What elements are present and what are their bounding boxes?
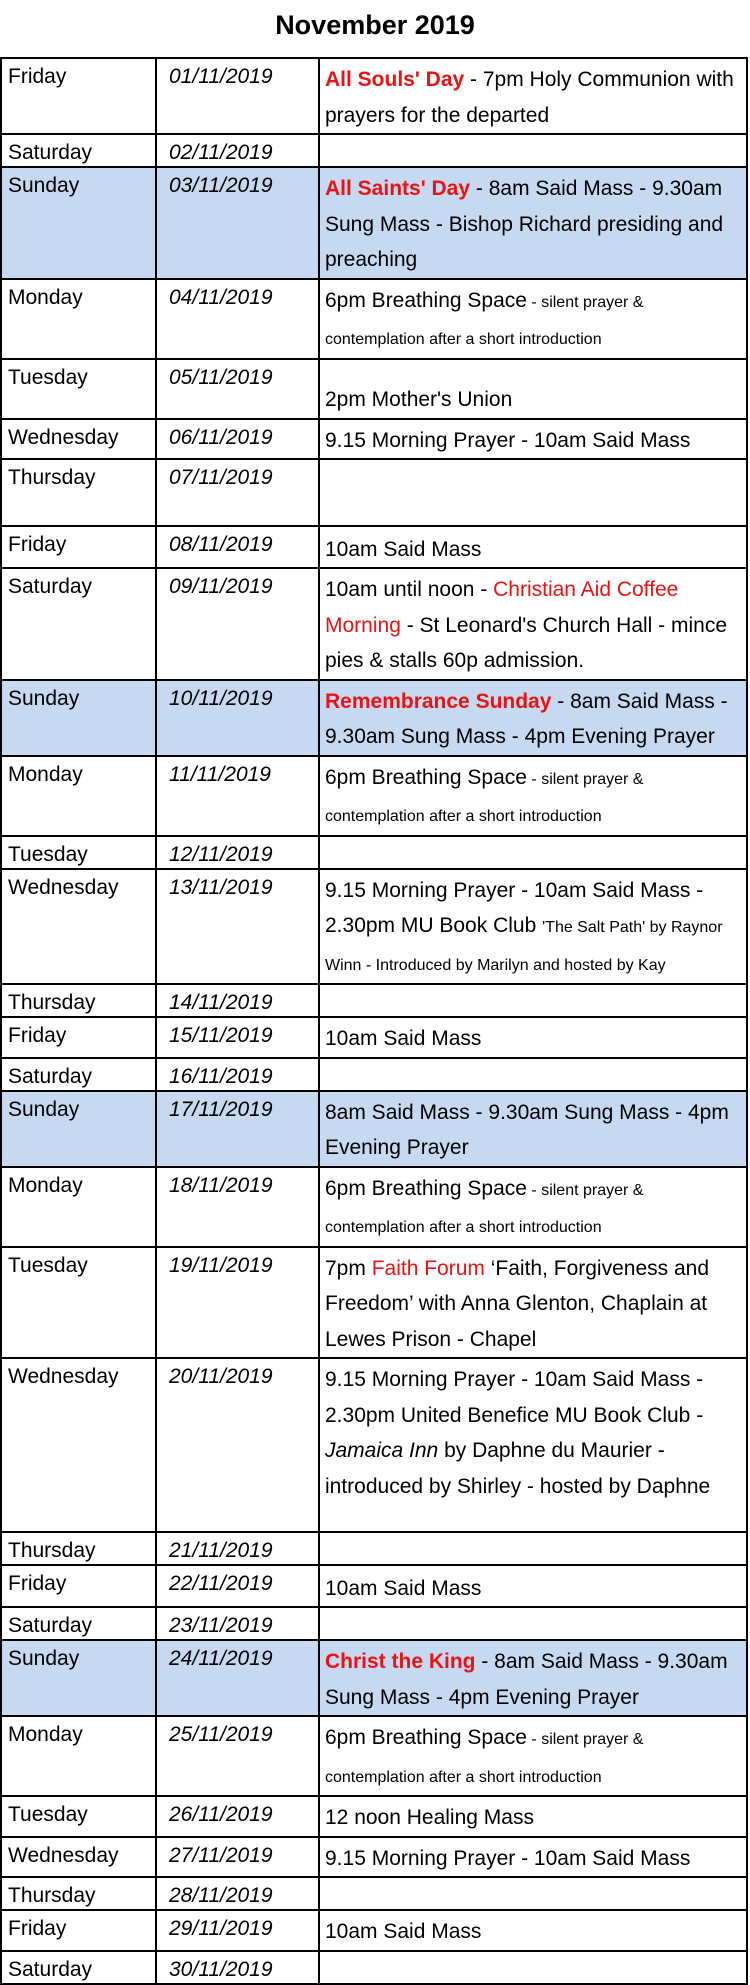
event-cell [319, 526, 747, 568]
calendar-row [1, 1910, 747, 1951]
event-text: 7pm [325, 1256, 372, 1280]
calendar-row [1, 1837, 747, 1878]
date-cell: 02/11/2019 [156, 134, 319, 167]
event-cell [319, 1565, 747, 1607]
event-cell [319, 459, 747, 526]
day-cell: Monday [1, 1716, 156, 1796]
day-cell: Sunday [1, 1091, 156, 1167]
day-cell: Saturday [1, 1951, 156, 1984]
event-cell [319, 167, 747, 279]
date-cell: 30/11/2019 [156, 1951, 319, 1984]
event-highlight: Christ the King [325, 1650, 476, 1673]
event-cell [319, 1640, 747, 1716]
calendar-row [1, 279, 747, 359]
calendar-row [1, 1716, 747, 1796]
calendar-row [1, 1565, 747, 1607]
day-cell: Wednesday [1, 1358, 156, 1532]
date-cell: 20/11/2019 [156, 1358, 319, 1532]
day-cell: Friday [1, 1910, 156, 1951]
event-cell [319, 1877, 747, 1910]
calendar-row [1, 526, 747, 568]
event-link-text: Christian Aid Coffee Morning [325, 578, 679, 637]
date-cell: 24/11/2019 [156, 1640, 319, 1716]
event-text: 6pm Breathing Space [325, 1726, 527, 1749]
event-cell [319, 984, 747, 1017]
date-cell: 17/11/2019 [156, 1091, 319, 1167]
event-text: - St Leonard's Church Hall - mince pies & stalls 60p admission. [325, 613, 728, 672]
calendar-row [1, 1058, 747, 1091]
date-cell: 26/11/2019 [156, 1796, 319, 1837]
event-cell [319, 680, 747, 756]
event-text: ‘Faith, Forgiveness and Freedom’ with Anna Glenton, Chaplain at Lewes Prison - Chapel [325, 1256, 709, 1351]
day-cell: Sunday [1, 167, 156, 279]
date-cell: 09/11/2019 [156, 568, 319, 680]
page-title: November 2019 [275, 10, 475, 40]
date-cell: 16/11/2019 [156, 1058, 319, 1091]
day-cell: Thursday [1, 1877, 156, 1910]
event-text: 8am Said Mass - 9.30am Sung Mass - 4pm Evening Prayer [325, 1100, 729, 1159]
date-cell: 01/11/2019 [156, 58, 319, 134]
day-cell: Wednesday [1, 419, 156, 460]
calendar-row [1, 419, 747, 460]
day-cell: Thursday [1, 1532, 156, 1565]
event-text: 2pm Mother's Union [325, 388, 513, 411]
event-text: 9.15 Morning Prayer - 10am Said Mass [325, 428, 691, 452]
day-cell: Saturday [1, 568, 156, 680]
event-cell [319, 1910, 747, 1951]
calendar-body [1, 58, 747, 1984]
event-cell [319, 1716, 747, 1796]
date-cell: 13/11/2019 [156, 869, 319, 985]
day-cell: Saturday [1, 1058, 156, 1091]
day-cell: Wednesday [1, 869, 156, 985]
calendar-row [1, 134, 747, 167]
calendar-row [1, 568, 747, 680]
calendar-row [1, 1017, 747, 1058]
calendar-row [1, 1532, 747, 1565]
event-cell [319, 1167, 747, 1247]
calendar-row [1, 1358, 747, 1532]
event-text: 12 noon Healing Mass [325, 1806, 534, 1829]
date-cell: 15/11/2019 [156, 1017, 319, 1058]
event-text: 10am Said Mass [325, 1576, 482, 1600]
day-cell: Tuesday [1, 836, 156, 869]
event-cell [319, 1247, 747, 1359]
event-cell [319, 1017, 747, 1058]
event-cell [319, 419, 747, 460]
event-text: 6pm Breathing Space [325, 765, 527, 789]
date-cell: 28/11/2019 [156, 1877, 319, 1910]
event-highlight: All Souls' Day [325, 68, 465, 91]
calendar-row [1, 1640, 747, 1716]
date-cell: 06/11/2019 [156, 419, 319, 460]
event-text: 9.15 Morning Prayer - 10am Said Mass [325, 1846, 691, 1870]
event-note: - silent prayer & contemplation after a short introduction [325, 293, 644, 348]
day-cell: Monday [1, 1167, 156, 1247]
event-text: 9.15 Morning Prayer - 10am Said Mass - 2.30pm United Benefice MU Book Club - [325, 1368, 704, 1427]
calendar-row [1, 1877, 747, 1910]
event-cell [319, 1058, 747, 1091]
event-cell [319, 1607, 747, 1640]
calendar-row [1, 1091, 747, 1167]
date-cell: 14/11/2019 [156, 984, 319, 1017]
day-cell: Friday [1, 58, 156, 134]
calendar-row [1, 984, 747, 1017]
day-cell: Sunday [1, 680, 156, 756]
calendar-row [1, 1607, 747, 1640]
event-note: 'The Salt Path' by Raynor Winn - Introduced by Marilyn and hosted by Kay [325, 919, 723, 974]
day-cell: Monday [1, 279, 156, 359]
day-cell: Thursday [1, 459, 156, 526]
date-cell: 05/11/2019 [156, 359, 319, 419]
date-cell: 23/11/2019 [156, 1607, 319, 1640]
date-cell: 25/11/2019 [156, 1716, 319, 1796]
event-cell [319, 869, 747, 985]
day-cell: Tuesday [1, 359, 156, 419]
event-cell [319, 134, 747, 167]
date-cell: 08/11/2019 [156, 526, 319, 568]
event-cell [319, 359, 747, 419]
event-note: - silent prayer & contemplation after a short introduction [325, 1181, 644, 1236]
date-cell: 07/11/2019 [156, 459, 319, 526]
event-link-text: Faith Forum [371, 1256, 485, 1280]
event-text: 10am Said Mass [325, 1027, 482, 1050]
event-cell [319, 756, 747, 836]
calendar-row [1, 459, 747, 526]
day-cell: Friday [1, 1565, 156, 1607]
calendar-table [0, 57, 748, 1985]
event-note: - silent prayer & contemplation after a short introduction [325, 1731, 644, 1786]
event-text: - 8am Said Mass - 9.30am Sung Mass - Bishop Richard presiding and preaching [325, 177, 724, 271]
calendar-row [1, 836, 747, 869]
event-text: 6pm Breathing Space [325, 1176, 527, 1200]
date-cell: 04/11/2019 [156, 279, 319, 359]
calendar-row [1, 167, 747, 279]
event-highlight: All Saints' Day [325, 177, 471, 200]
event-cell [319, 1837, 747, 1878]
event-text: - 8am Said Mass - 9.30am Sung Mass - 4pm Evening Prayer [325, 689, 728, 748]
date-cell: 19/11/2019 [156, 1247, 319, 1359]
event-cell [319, 1091, 747, 1167]
calendar-row [1, 1796, 747, 1837]
date-cell: 21/11/2019 [156, 1532, 319, 1565]
event-cell [319, 1951, 747, 1984]
day-cell: Saturday [1, 1607, 156, 1640]
event-cell [319, 1358, 747, 1532]
event-text: 10am Said Mass [325, 1920, 482, 1943]
day-cell: Saturday [1, 134, 156, 167]
date-cell: 10/11/2019 [156, 680, 319, 756]
date-cell: 12/11/2019 [156, 836, 319, 869]
date-cell: 11/11/2019 [156, 756, 319, 836]
day-cell: Friday [1, 526, 156, 568]
calendar-row [1, 58, 747, 134]
calendar-row [1, 359, 747, 419]
day-cell: Tuesday [1, 1796, 156, 1837]
event-cell [319, 58, 747, 134]
event-text: - 8am Said Mass - 9.30am Sung Mass - 4pm Evening Prayer [325, 1650, 728, 1709]
event-cell [319, 836, 747, 869]
event-text: 9.15 Morning Prayer - 10am Said Mass - 2.30pm MU Book Club [325, 878, 704, 937]
event-note: - silent prayer & contemplation after a short introduction [325, 770, 644, 825]
calendar-row [1, 1167, 747, 1247]
event-text: 10am until noon - [325, 578, 494, 601]
date-cell: 03/11/2019 [156, 167, 319, 279]
event-cell [319, 1796, 747, 1837]
event-text: - 7pm Holy Communion with prayers for the departed [325, 68, 734, 127]
event-cell [319, 279, 747, 359]
day-cell: Thursday [1, 984, 156, 1017]
event-cell [319, 568, 747, 680]
event-text: 6pm Breathing Space [325, 288, 527, 312]
calendar-row [1, 869, 747, 985]
date-cell: 27/11/2019 [156, 1837, 319, 1878]
date-cell: 29/11/2019 [156, 1910, 319, 1951]
calendar-row [1, 1247, 747, 1359]
event-text: Jamaica Inn [325, 1439, 439, 1462]
day-cell: Monday [1, 756, 156, 836]
date-cell: 22/11/2019 [156, 1565, 319, 1607]
day-cell: Friday [1, 1017, 156, 1058]
day-cell: Sunday [1, 1640, 156, 1716]
day-cell: Tuesday [1, 1247, 156, 1359]
event-text: 10am Said Mass [325, 537, 482, 561]
event-cell [319, 1532, 747, 1565]
date-cell: 18/11/2019 [156, 1167, 319, 1247]
calendar-row [1, 756, 747, 836]
event-text: by Daphne du Maurier - introduced by Shirley - hosted by Daphne [325, 1439, 711, 1498]
day-cell: Wednesday [1, 1837, 156, 1878]
calendar-row [1, 1951, 747, 1984]
calendar-row [1, 680, 747, 756]
event-highlight: Remembrance Sunday [325, 689, 552, 713]
